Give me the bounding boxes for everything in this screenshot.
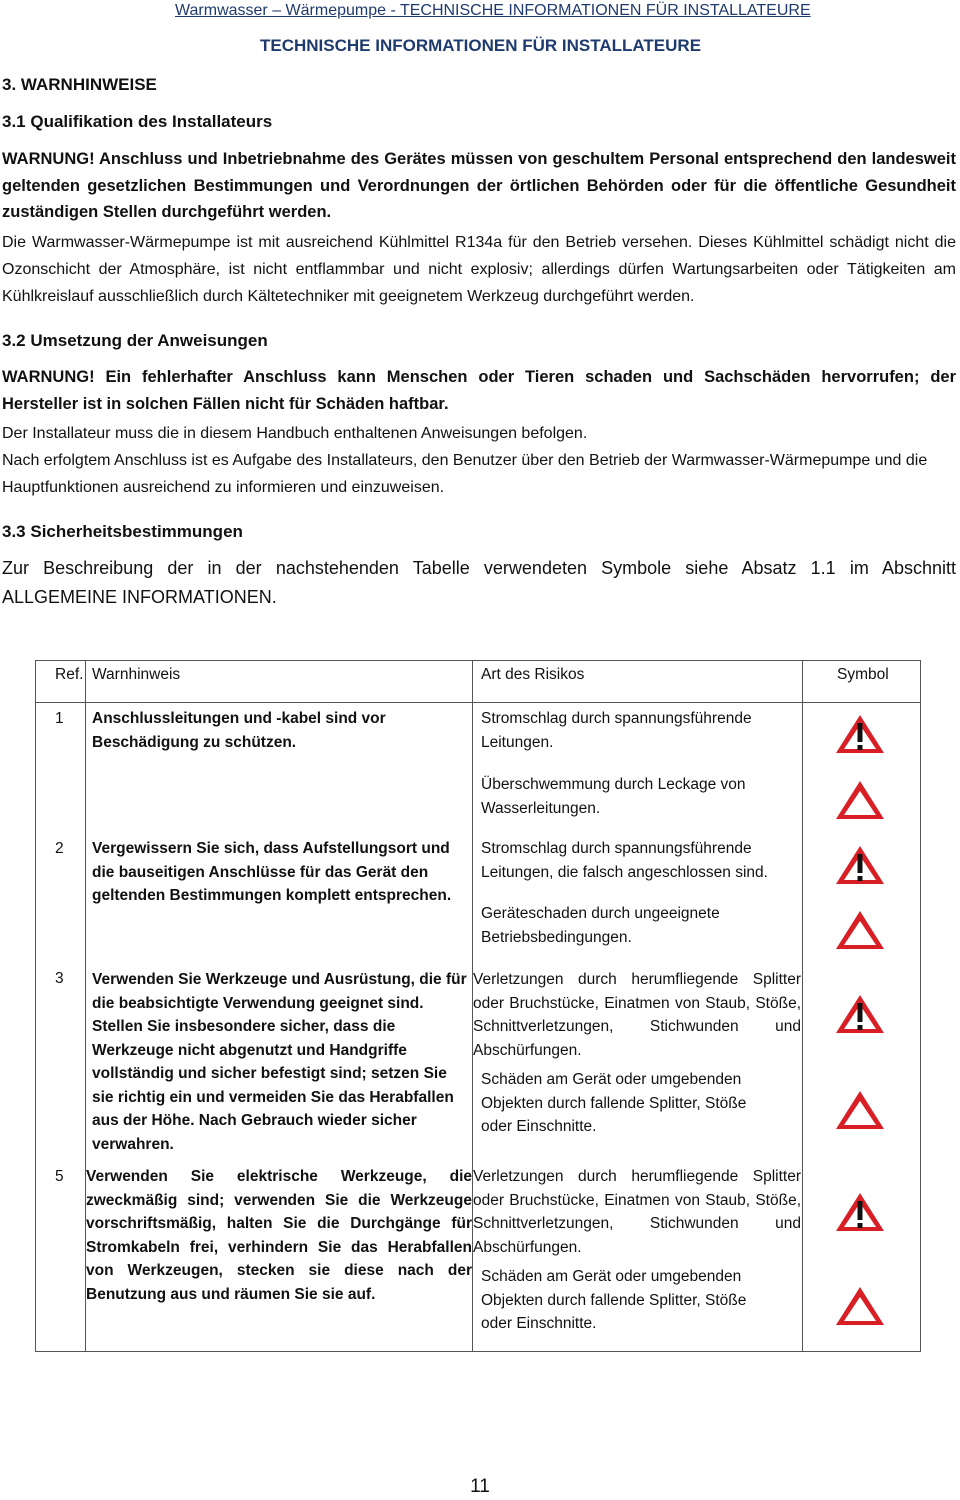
subsection-title-3-3: 3.3 Sicherheitsbestimmungen [2,522,243,541]
page-number: 11 [470,1476,490,1497]
header-ref: Ref. [55,666,84,683]
header-symbol: Symbol [837,666,889,683]
section-title: 3. WARNHINWEISE [2,75,157,94]
section-header: TECHNISCHE INFORMATIONEN FÜR INSTALLATEURE [260,36,702,55]
exclamation-warning-icon [833,992,887,1036]
warning-paragraph-3-1: WARNUNG! Anschluss und Inbetriebnahme des Gerätes müssen von geschultem Personal entsprechend den landesweit geltenden gesetzlichen Bestimmungen und Verordnungen der örtlichen Behörden oder für die öffentliche Gesundheit zuständigen Stellen durchgeführt werden. [2,150,956,221]
table-row-ref: 2 [55,840,64,857]
exclamation-warning-icon [833,1190,887,1234]
warning-triangle-icon [833,1088,887,1132]
subsection-title-3-1: 3.1 Qualifikation des Installateurs [2,112,273,131]
risk-text: Schäden am Gerät oder umgebenden Objekten durch fallende Splitter, Stöße oder Einschnitte. [481,1268,747,1332]
text-paragraph-3-2b: Nach erfolgtem Anschluss ist es Aufgabe des Installateurs, den Benutzer über den Betrieb der Warmwasser-Wärmepumpe und die Hauptfunktionen ausreichend zu informieren und einzuweisen. [2,452,928,496]
exclamation-warning-icon [833,712,887,756]
warning-triangle-icon [833,1284,887,1328]
table-row-ref: 1 [55,710,64,727]
warning-triangle-icon [833,778,887,822]
exclamation-warning-icon [833,843,887,887]
text-paragraph-3-3: Zur Beschreibung der in der nachstehenden Tabelle verwendeten Symbole siehe Absatz 1.1 im Abschnitt ALLGEMEINE INFORMATIONEN. [2,558,956,607]
safety-table [35,660,921,1352]
risk-text: Verletzungen durch herumfliegende Splitter oder Bruchstücke, Einatmen von Staub, Stöße, Schnittverletzungen, Stichwunden und Abschürfungen. [473,971,801,1059]
table-row-warning: Verwenden Sie elektrische Werkzeuge, die zweckmäßig sind; verwenden Sie die Werkzeuge vorschriftsmäßig, halten Sie die Durchgänge für Stromkabeln frei, verhindern Sie das Herabfallen von Werkzeugen, stecken sie diese nach der Benutzung aus und räumen Sie sie auf. [86,1168,472,1303]
text-paragraph-3-1: Die Warmwasser-Wärmepumpe ist mit ausreichend Kühlmittel R134a für den Betrieb versehen. Dieses Kühlmittel schädigt nicht die Ozonschicht der Atmosphäre, ist nicht entflammbar und nicht explosiv; allerdings dürfen Wartungsarbeiten oder Tätigkeiten am Kühlkreislauf ausschließlich durch Kältetechniker mit geeignetem Werkzeug durchgeführt werden. [2,234,956,305]
table-row-warning: Verwenden Sie Werkzeuge und Ausrüstung, die für die beabsichtigte Verwendung geeignet sind. Stellen Sie insbesondere sicher, dass die Werkzeuge nicht abgenutzt und Handgriffe vollständig und sicher befestigt sind; setzen Sie sie richtig ein und vermeiden Sie das Herabfallen aus der Höhe. Nach Gebrauch wieder sicher verwahren. [92,971,467,1153]
table-row-warning: Anschlussleitungen und -kabel sind vor Beschädigung zu schützen. [92,710,386,751]
warning-triangle-icon [833,908,887,952]
table-row-ref: 3 [55,970,64,987]
risk-text: Stromschlag durch spannungsführende Leitungen, die falsch angeschlossen sind. [481,840,768,881]
table-row-ref: 5 [55,1168,64,1185]
risk-text: Verletzungen durch herumfliegende Splitter oder Bruchstücke, Einatmen von Staub, Stöße, Schnittverletzungen, Stichwunden und Abschürfungen. [473,1168,801,1256]
running-header: Warmwasser – Wärmepumpe - TECHNISCHE INFORMATIONEN FÜR INSTALLATEURE [175,2,811,19]
risk-text: Geräteschaden durch ungeeignete Betriebsbedingungen. [481,905,720,946]
risk-text: Überschwemmung durch Leckage von Wasserleitungen. [481,776,746,817]
risk-text: Stromschlag durch spannungsführende Leitungen. [481,710,752,751]
subsection-title-3-2: 3.2 Umsetzung der Anweisungen [2,331,268,350]
warning-paragraph-3-2: WARNUNG! Ein fehlerhafter Anschluss kann Menschen oder Tieren schaden und Sachschäden hervorrufen; der Hersteller ist in solchen Fällen nicht für Schäden haftbar. [2,368,956,413]
header-warning: Warnhinweis [92,666,181,683]
header-risk: Art des Risikos [481,666,585,683]
table-row-warning: Vergewissern Sie sich, dass Aufstellungsort und die bauseitigen Anschlüsse für das Gerät den geltenden Bestimmungen komplett entsprechen. [92,840,452,904]
risk-text: Schäden am Gerät oder umgebenden Objekten durch fallende Splitter, Stöße oder Einschnitte. [481,1071,747,1135]
text-paragraph-3-2a: Der Installateur muss die in diesem Handbuch enthaltenen Anweisungen befolgen. [2,425,588,442]
